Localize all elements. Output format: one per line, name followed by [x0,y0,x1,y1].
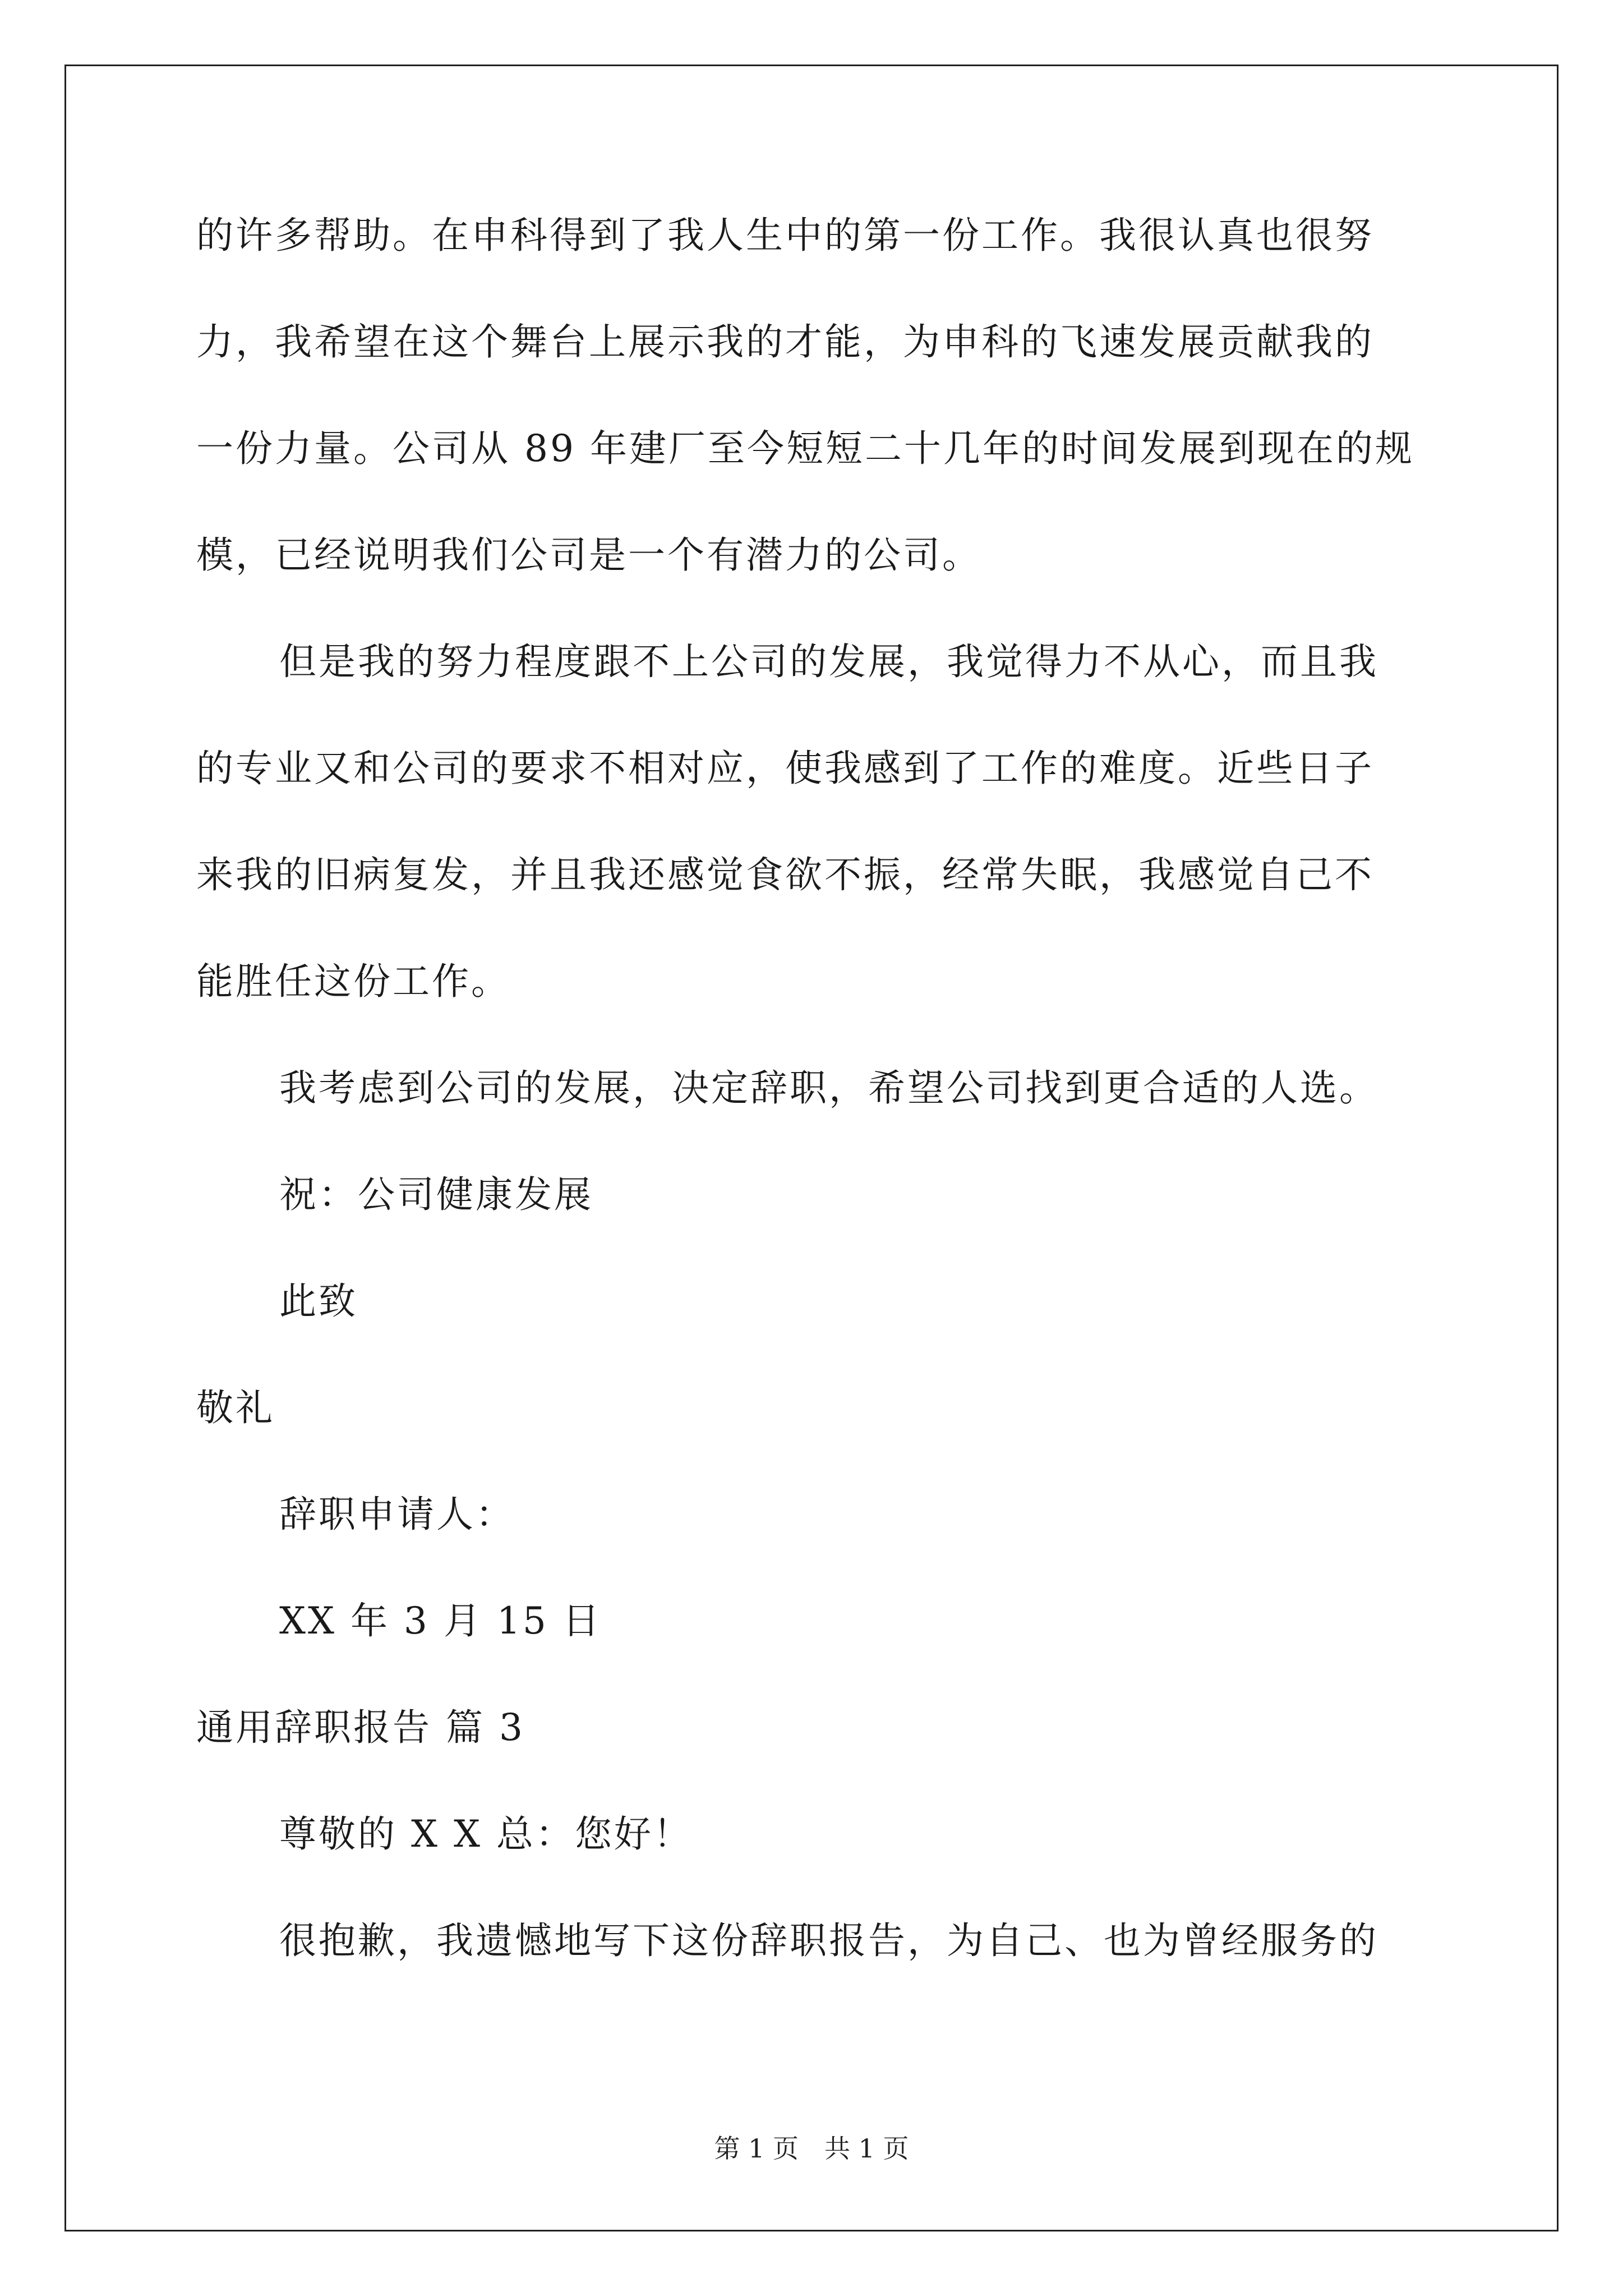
closing-regards: 敬礼 [196,1386,275,1429]
closing-wish: 祝：公司健康发展 [279,1173,593,1216]
page-number-footer: 第 1 页 共 1 页 [714,2133,909,2164]
body-line: 一份力量。公司从 89 年建厂至今短短二十几年的时间发展到现在的规 [196,427,1414,470]
page-border [64,65,1559,2231]
body-line: 力，我希望在这个舞台上展示我的才能，为申科的飞速发展贡献我的 [196,320,1374,364]
letter-greeting: 尊敬的 X X 总：您好！ [279,1812,693,1856]
body-line: 但是我的努力程度跟不上公司的发展，我觉得力不从心，而且我 [279,640,1378,683]
body-line: 能胜任这份工作。 [196,960,510,1003]
body-line: 很抱歉，我遗憾地写下这份辞职报告，为自己、也为曾经服务的 [279,1919,1378,1962]
body-line: 模，已经说明我们公司是一个有潜力的公司。 [196,533,981,577]
closing-salutation: 此致 [279,1280,358,1323]
body-line: 的专业又和公司的要求不相对应，使我感到了工作的难度。近些日子 [196,747,1374,790]
signature-date: XX 年 3 月 15 日 [279,1599,602,1642]
body-line: 来我的旧病复发，并且我还感觉食欲不振，经常失眠，我感觉自己不 [196,853,1374,896]
signature-label: 辞职申请人： [279,1493,515,1536]
body-line: 的许多帮助。在申科得到了我人生中的第一份工作。我很认真也很努 [196,214,1374,257]
body-line: 我考虑到公司的发展，决定辞职，希望公司找到更合适的人选。 [279,1066,1378,1110]
section-heading: 通用辞职报告 篇 3 [196,1706,525,1749]
